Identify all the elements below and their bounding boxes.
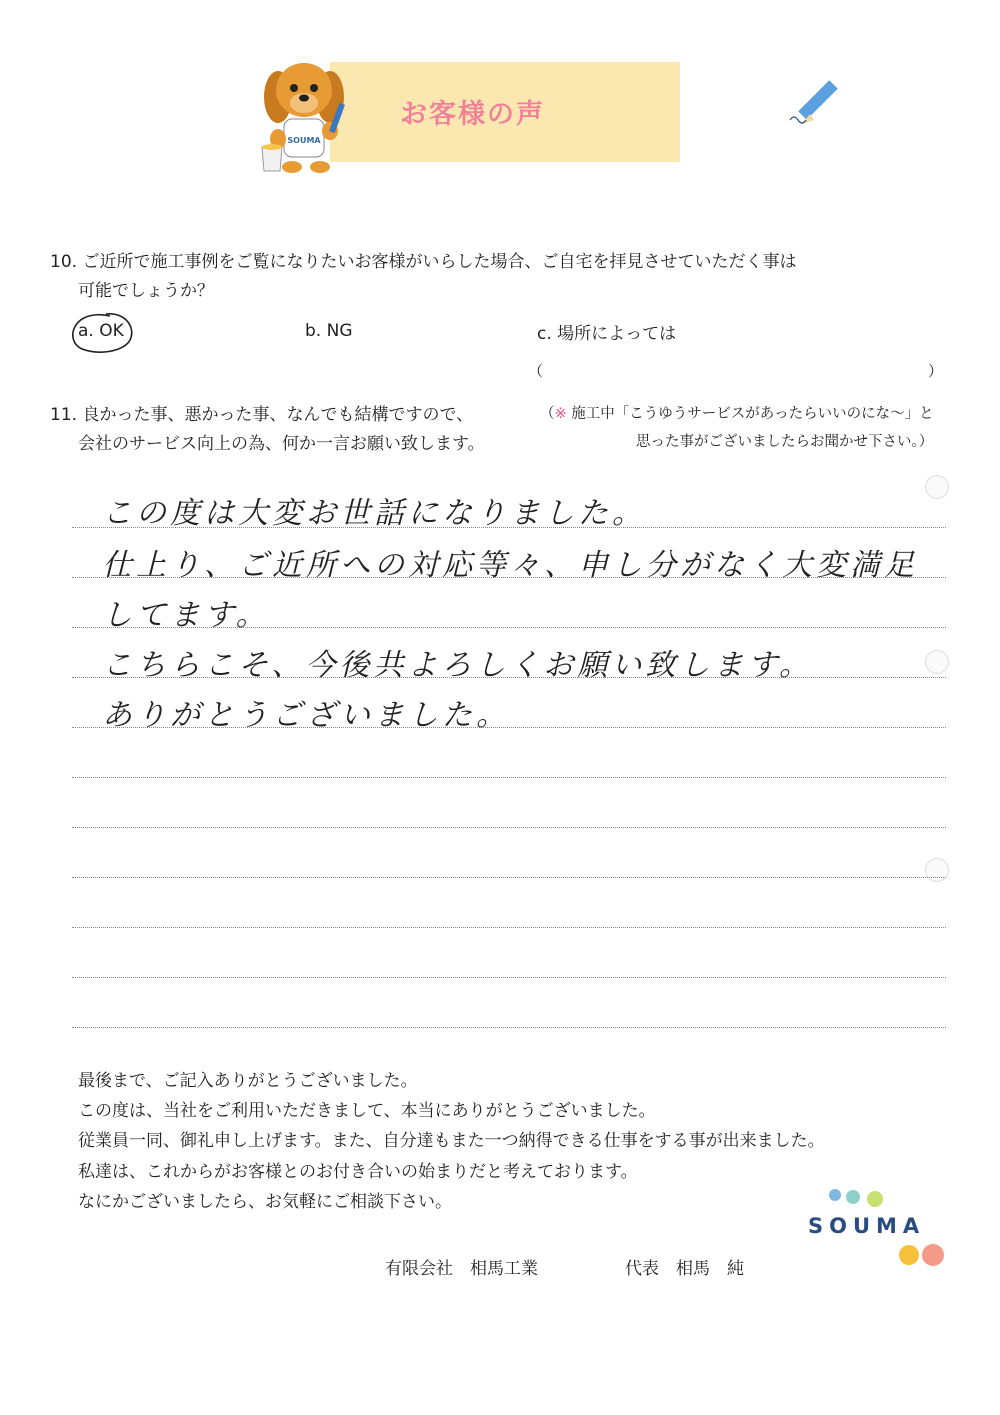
writing-line <box>72 927 946 928</box>
closing-line: 私達は、これからがお客様とのお付き合いの始まりだと考えております。 <box>78 1162 638 1182</box>
writing-line <box>72 977 946 978</box>
logo-text: SOUMA <box>808 1214 926 1238</box>
representative-name: 代表 相馬 純 <box>625 1259 744 1279</box>
note-mark: ※ <box>554 406 567 422</box>
note-open: （ <box>540 406 555 422</box>
logo-bubble <box>867 1191 883 1207</box>
note-line2: 思った事がございましたらお聞かせ下さい。） <box>636 434 934 450</box>
logo-bubble <box>899 1245 919 1265</box>
handwritten-line: ありがとうございました。 <box>102 698 510 733</box>
logo-bubble <box>846 1190 860 1204</box>
question-10-line2: 可能でしょうか？ <box>78 281 214 301</box>
handwritten-line: してます。 <box>102 598 270 633</box>
pencil-icon <box>780 70 860 130</box>
note-line1-text: 施工中「こうゆうサービスがあったらいいのにな～」と <box>566 406 934 422</box>
writing-line <box>72 827 946 828</box>
paren-close: ） <box>928 362 944 380</box>
company-name: 有限会社 相馬工業 <box>385 1259 538 1279</box>
note-line1 <box>540 402 934 423</box>
closing-line: 従業員一同、御礼申し上げます。また、自分達もまた一つ納得できる仕事をする事が出来ました。 <box>78 1131 825 1151</box>
closing-line: なにかございましたら、お気軽にご相談下さい。 <box>78 1192 452 1212</box>
handwritten-line: こちらこそ、今後共よろしくお願い致します。 <box>102 648 813 683</box>
mascot-shirt-text: SOUMA <box>287 136 321 145</box>
question-11-line2: 会社のサービス向上の為、何か一言お願い致します。 <box>78 434 485 454</box>
punch-hole <box>925 858 949 882</box>
option-b: b. NG <box>305 321 353 341</box>
writing-line <box>72 877 946 878</box>
handwritten-line: この度は大変お世話になりました。 <box>102 496 646 531</box>
option-a: a. OK <box>78 321 124 341</box>
logo-bubble <box>922 1244 944 1266</box>
writing-line <box>72 777 946 778</box>
punch-hole <box>925 650 949 674</box>
question-10-line1: 10. ご近所で施工事例をご覧になりたいお客様がいらした場合、ご自宅を拝見させていただく事は <box>50 252 797 272</box>
writing-line <box>72 1027 946 1028</box>
selected-circle-mark <box>66 310 138 356</box>
paren-open: （ <box>528 362 544 380</box>
closing-line: この度は、当社をご利用いただきまして、本当にありがとうございました。 <box>78 1101 656 1121</box>
dog-mascot-icon <box>248 55 360 185</box>
handwritten-line: 仕上り、ご近所への対応等々、申し分がなく大変満足 <box>102 548 918 583</box>
question-11-line1: 11. 良かった事、悪かった事、なんでも結構ですので、 <box>50 405 474 425</box>
page-title: お客様の声 <box>400 99 545 130</box>
punch-hole <box>925 475 949 499</box>
logo-bubble <box>829 1189 841 1201</box>
closing-line: 最後まで、ご記入ありがとうございました。 <box>78 1071 418 1091</box>
option-c: c. 場所によっては <box>537 324 677 344</box>
